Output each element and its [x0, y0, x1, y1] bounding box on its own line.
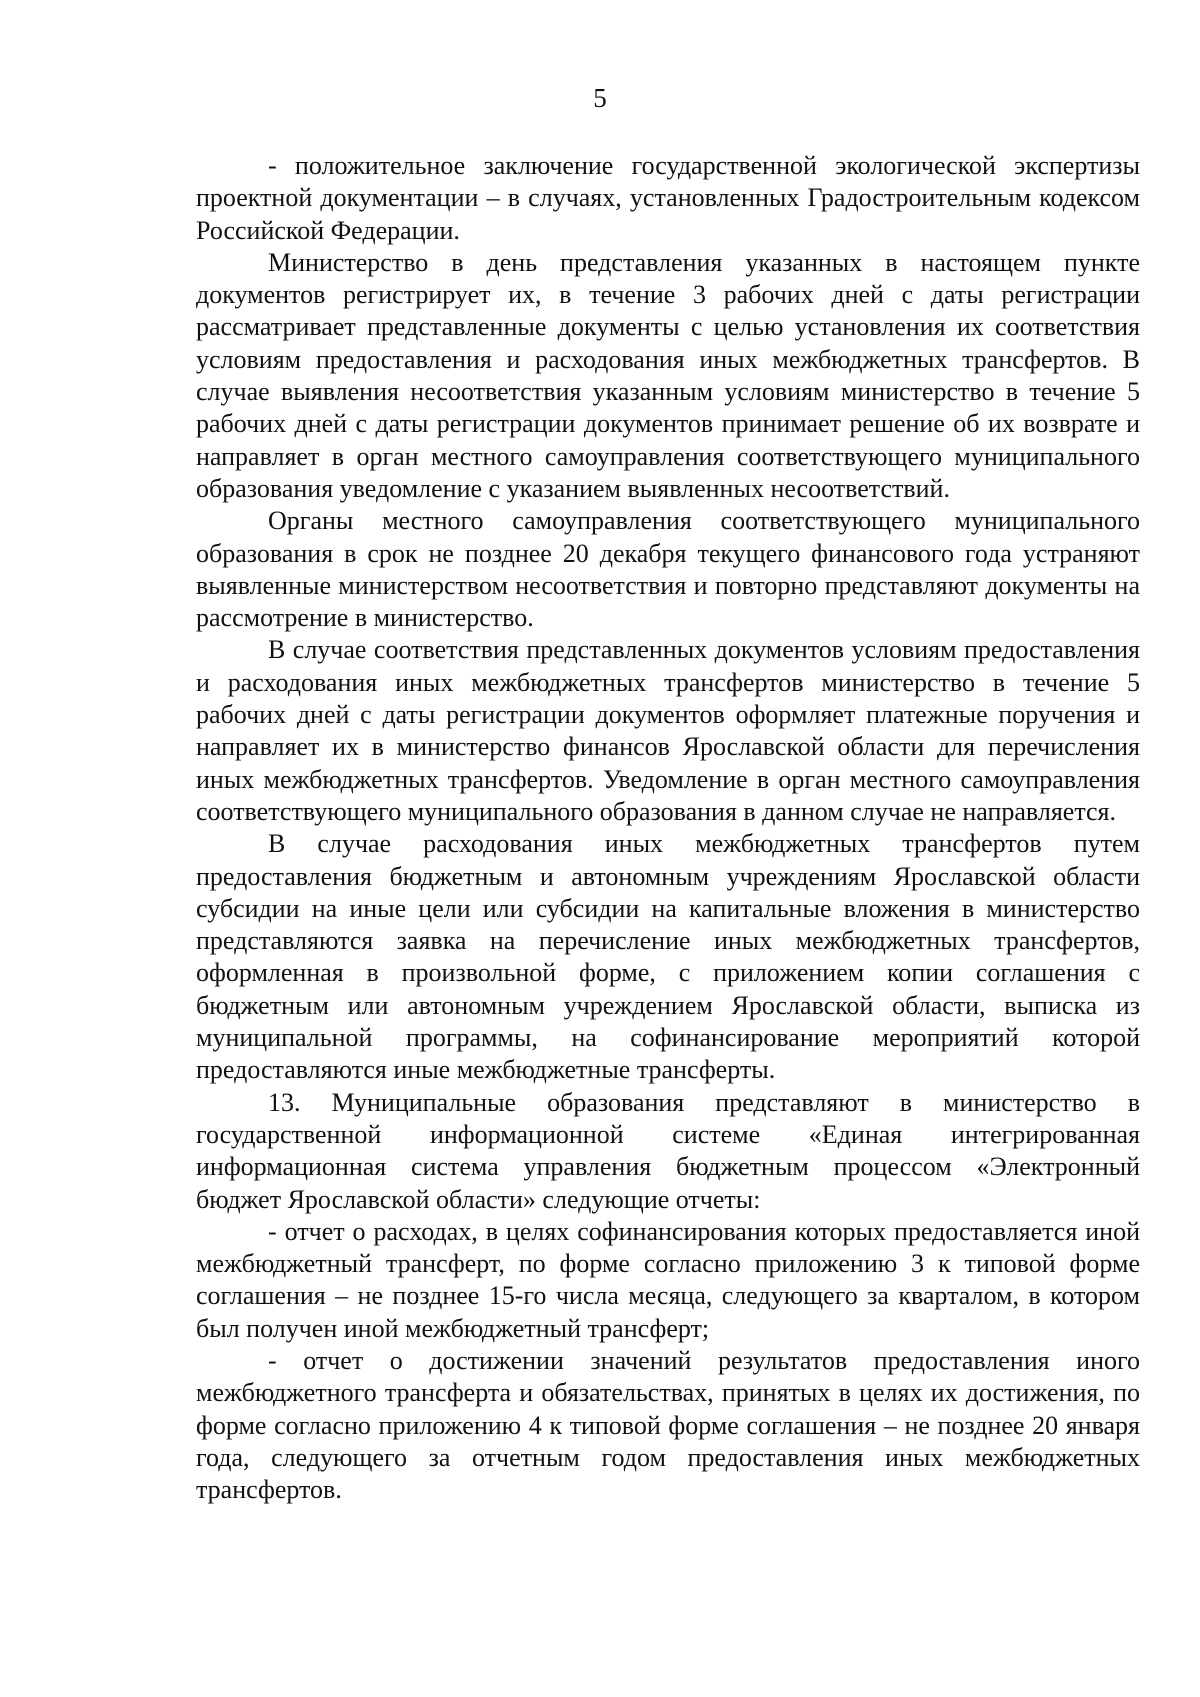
page-number: 5 [593, 83, 607, 113]
paragraph-ecology-expertise: - положительное заключение государственной экологической экспертизы проектной документации – в случаях, установленных Градостроительным кодексом Российской Федерации. [196, 151, 1140, 245]
paragraph-local-authorities: Органы местного самоуправления соответствующего муниципального образования в срок не позднее 20 декабря текущего финансового года устраняют выявленные министерством несоответствия и повторно представляют документы на рассмотрение в министерство. [196, 506, 1140, 633]
paragraph-subsidies: В случае расходования иных межбюджетных трансфертов путем предоставления бюджетным и автономным учреждениям Ярославской области субсидии на иные цели или субсидии на капитальные вложения в министерство представляются заявка на перечисление иных межбюджетных трансфертов, оформленная в произвольной форме, с приложением копии соглашения с бюджетным или автономным учреждением Ярославской области, выписка из муниципальной программы, на софинансирование мероприятий которой предоставляются иные межбюджетные трансферты. [196, 829, 1140, 1085]
paragraph-item-13: 13. Муниципальные образования представляют в министерство в государственной информационной системе «Единая интегрированная информационная система управления бюджетным процессом «Электронный бюджет Ярославской области» следующие отчеты: [196, 1087, 1140, 1214]
paragraph-compliance-case: В случае соответствия представленных документов условиям предоставления и расходования иных межбюджетных трансфертов министерство в течение 5 рабочих дней с даты регистрации документов оформляет платежные поручения и направляет их в министерство финансов Ярославской области для перечисления иных межбюджетных трансфертов. Уведомление в орган местного самоуправления соответствующего муниципального образования в данном случае не направляется. [196, 635, 1140, 826]
paragraph-ministry-registration: Министерство в день представления указанных в настоящем пункте документов регистрирует их, в течение 3 рабочих дней с даты регистрации рассматривает представленные документы с целью установления их соответствия условиям предоставления и расходования иных межбюджетных трансфертов. В случае выявления несоответствия указанным условиям министерство в течение 5 рабочих дней с даты регистрации документов принимает решение об их возврате и направляет в орган местного самоуправления соответствующего муниципального образования уведомление с указанием выявленных несоответствий. [196, 247, 1140, 503]
paragraph-expense-report: - отчет о расходах, в целях софинансирования которых предоставляется иной межбюджетный трансферт, по форме согласно приложению 3 к типовой форме соглашения – не позднее 15-го числа месяца, следующего за кварталом, в котором был получен иной межбюджетный трансферт; [196, 1216, 1140, 1343]
paragraph-results-report: - отчет о достижении значений результатов предоставления иного межбюджетного трансферта и обязательствах, принятых в целях их достижения, по форме согласно приложению 4 к типовой форме соглашения – не позднее 20 января года, следующего за отчетным годом предоставления иных межбюджетных трансфертов. [196, 1345, 1140, 1505]
document-body [196, 150, 1140, 1506]
